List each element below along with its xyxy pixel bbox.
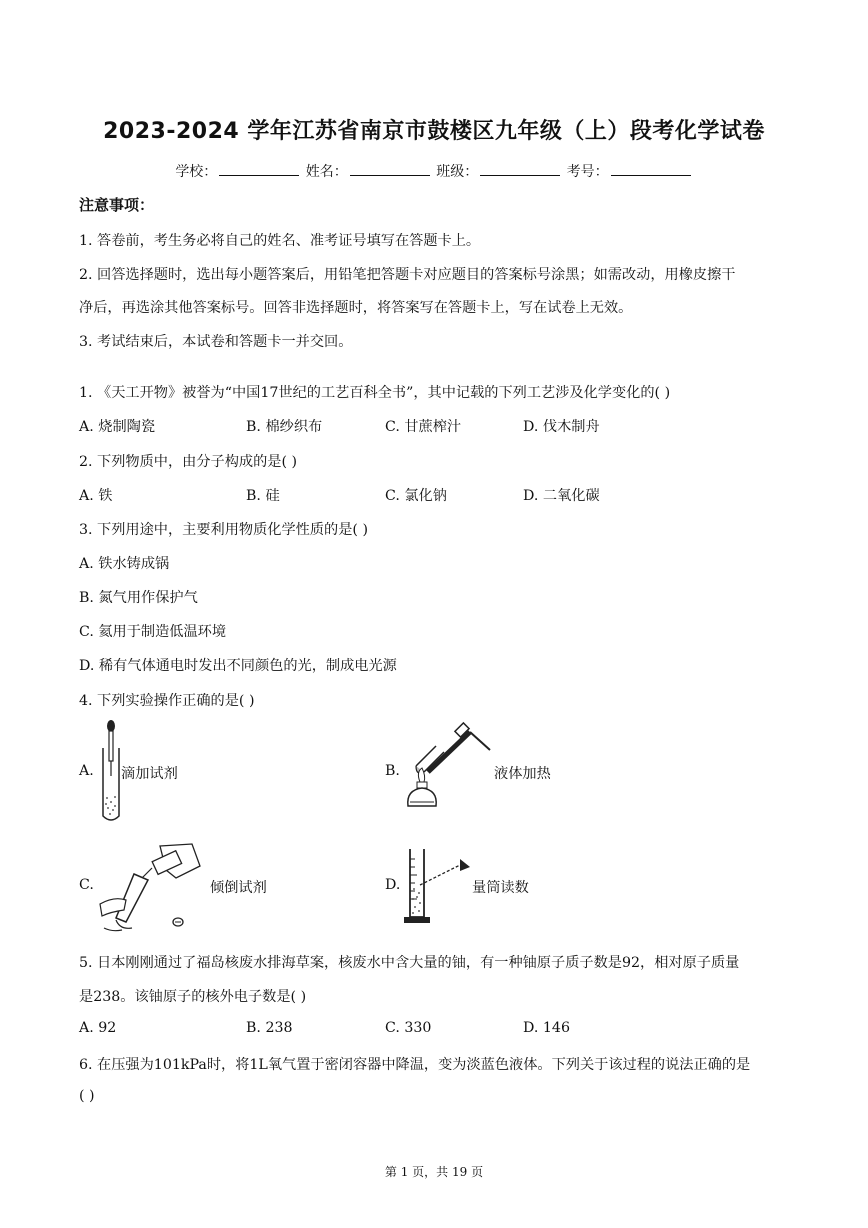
- name-label: 姓名：: [305, 164, 348, 180]
- question-2-stem: 2. 下列物质中，由分子构成的是( ): [79, 454, 298, 470]
- q4-option-b-letter: B.: [385, 763, 400, 779]
- q3-option-b: B. 氮气用作保护气: [79, 590, 198, 606]
- question-6-stem-line-1: 6. 在压强为101kPa时，将1L氧气置于密闭容器中降温，变为淡蓝色液体。下列关于该过程的说法正确的是: [79, 1057, 751, 1073]
- q2-option-c: C. 氯化钠: [385, 488, 447, 504]
- question-1-stem: 1. 《天工开物》被誉为“中国17世纪的工艺百科全书”，其中记载的下列工艺涉及化学变化的( ): [79, 385, 671, 401]
- q1-option-d: D. 伐木制舟: [523, 419, 600, 435]
- q4-option-c-letter: C.: [79, 877, 94, 893]
- q4-option-d-caption: 量筒读数: [472, 880, 529, 896]
- q4-option-a-caption: 滴加试剂: [121, 766, 178, 782]
- liquid-heating-illustration: [400, 720, 492, 812]
- graduated-cylinder-illustration: [400, 845, 480, 927]
- notice-item-2: 2. 回答选择题时，选出每小题答案后，用铅笔把答题卡对应题目的答案标号涂黑；如需改动，用橡皮擦干: [79, 267, 736, 283]
- class-blank: [480, 163, 560, 176]
- q2-option-d: D. 二氧化碳: [523, 488, 600, 504]
- q4-option-d-letter: D.: [385, 877, 401, 893]
- notice-item-1: 1. 答卷前，考生务必将自己的姓名、准考证号填写在答题卡上。: [79, 233, 481, 249]
- question-6-stem-line-2: ( ): [79, 1088, 95, 1104]
- school-label: 学校：: [175, 164, 218, 180]
- class-label: 班级：: [436, 164, 479, 180]
- page-footer: 第 1 页，共 19 页: [384, 1165, 484, 1179]
- q1-option-c: C. 甘蔗榨汁: [385, 419, 462, 435]
- q4-option-a-letter: A.: [79, 763, 94, 779]
- q3-option-c: C. 氦用于制造低温环境: [79, 624, 227, 640]
- student-info-line: [0, 161, 868, 181]
- exam-number-blank: [611, 163, 691, 176]
- notice-heading: 注意事项：: [79, 196, 155, 214]
- name-blank: [350, 163, 430, 176]
- question-3-stem: 3. 下列用途中，主要利用物质化学性质的是( ): [79, 522, 369, 538]
- q2-option-b: B. 硅: [246, 488, 280, 504]
- q3-option-d: D. 稀有气体通电时发出不同颜色的光，制成电光源: [79, 658, 397, 674]
- q1-option-a: A. 烧制陶瓷: [79, 419, 156, 435]
- q5-option-b: B. 238: [246, 1020, 293, 1036]
- notice-item-3: 3. 考试结束后，本试卷和答题卡一并交回。: [79, 334, 353, 350]
- q4-option-c-caption: 倾倒试剂: [210, 880, 267, 896]
- question-4-stem: 4. 下列实验操作正确的是( ): [79, 693, 255, 709]
- q4-option-b-caption: 液体加热: [494, 766, 551, 782]
- notice-item-2-cont: 净后，再选涂其他答案标号。回答非选择题时，将答案写在答题卡上，写在试卷上无效。: [79, 300, 633, 316]
- school-blank: [219, 163, 299, 176]
- q5-option-d: D. 146: [523, 1020, 570, 1036]
- q1-option-b: B. 棉纱织布: [246, 419, 323, 435]
- exam-number-label: 考号：: [566, 164, 609, 180]
- q5-option-c: C. 330: [385, 1020, 432, 1036]
- q3-option-a: A. 铁水铸成锅: [79, 556, 170, 572]
- q5-option-a: A. 92: [79, 1020, 117, 1036]
- pouring-reagent-illustration: [96, 838, 208, 934]
- page-title: 2023-2024 学年江苏省南京市鼓楼区九年级（上）段考化学试卷: [103, 119, 765, 144]
- q2-option-a: A. 铁: [79, 488, 113, 504]
- question-5-stem-line-1: 5. 日本刚刚通过了福岛核废水排海草案，核废水中含大量的铀，有一种铀原子质子数是92，相对原子质量: [79, 955, 740, 971]
- question-5-stem-line-2: 是238。该铀原子的核外电子数是( ): [79, 989, 307, 1005]
